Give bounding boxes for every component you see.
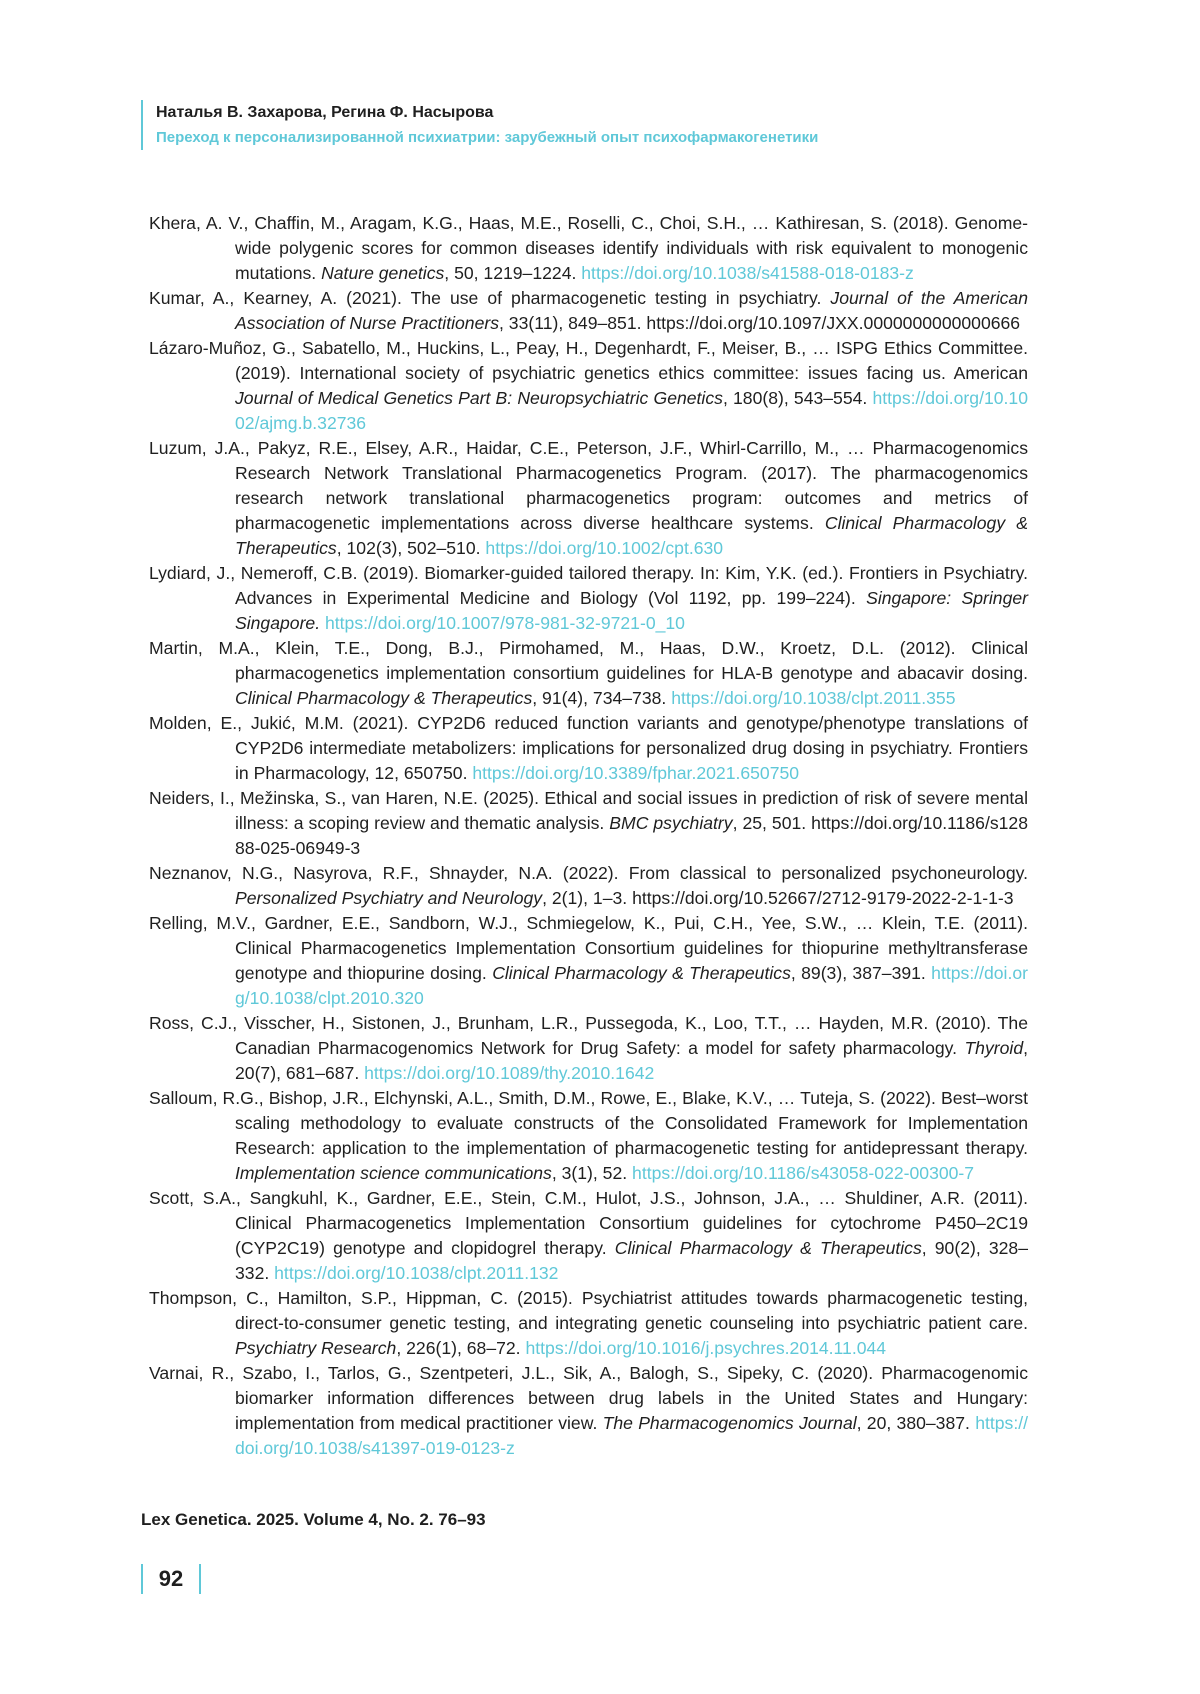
- header-authors: Наталья В. Захарова, Регина Ф. Насырова: [156, 104, 494, 121]
- reference-text: Neznanov, N.G., Nasyrova, R.F., Shnayder, N.A. (2022). From classical to personalized psychoneurology.: [149, 863, 1028, 883]
- reference-text: Luzum, J.A., Pakyz, R.E., Elsey, A.R., Haidar, C.E., Peterson, J.F., Whirl-Carrillo, M., … Pharmacogenomics Research Network Translational Pharmacogenetics Program. (2017). The pharmacogenomics research network translational pharmacogenetics program: outcomes and metrics of pharmacogenetic implementations across diverse healthcare systems.: [149, 438, 1028, 533]
- reference-entry: [149, 336, 1028, 436]
- reference-volume-pages: , 33(11), 849–851.: [499, 313, 647, 333]
- journal-citation: Lex Genetica. 2025. Volume 4, No. 2. 76–93: [141, 1510, 486, 1529]
- reference-journal: Clinical Pharmacology & Therapeutics: [492, 963, 791, 983]
- reference-volume-pages: , 50, 1219–1224.: [444, 263, 582, 283]
- reference-journal: Implementation science communications: [235, 1163, 552, 1183]
- reference-text: Salloum, R.G., Bishop, J.R., Elchynski, A.L., Smith, D.M., Rowe, E., Blake, K.V., … Tuteja, S. (2022). Best–worst scaling methodology to evaluate constructs of the Consolidated Framework for Implementation Research: application to the implementation of pharmacogenetic testing for antidepressant therapy.: [149, 1088, 1028, 1158]
- reference-entry: [149, 711, 1028, 786]
- reference-doi-link[interactable]: https://doi.org/10.1002/ajmg.b.32736: [235, 388, 1028, 433]
- reference-text: Kumar, A., Kearney, A. (2021). The use of pharmacogenetic testing in psychiatry.: [149, 288, 831, 308]
- reference-volume-pages: , 25, 501.: [732, 813, 812, 833]
- reference-text: Molden, E., Jukić, M.M. (2021). CYP2D6 reduced function variants and genotype/phenotype translations of CYP2D6 intermediate metabolizers: implications for personalized drug dosing in psychiatry. Frontiers in Pharmacology, 12, 650750.: [149, 713, 1028, 783]
- reference-journal: Psychiatry Research: [235, 1338, 397, 1358]
- page-number: 92: [141, 1564, 201, 1594]
- reference-entry: [149, 1286, 1028, 1361]
- reference-doi-link[interactable]: https://doi.org/10.3389/fphar.2021.650750: [472, 763, 800, 783]
- reference-journal: The Pharmacogenomics Journal: [602, 1413, 857, 1433]
- reference-journal: Thyroid: [964, 1038, 1024, 1058]
- reference-volume-pages: , 20, 380–387.: [856, 1413, 976, 1433]
- reference-text: Lydiard, J., Nemeroff, C.B. (2019). Biomarker-guided tailored therapy. In: Kim, Y.K. (ed.). Frontiers in Psychiatry. Advances in Experimental Medicine and Biology (Vol 1192, pp. 199–224).: [149, 563, 1028, 608]
- reference-volume-pages: , 2(1), 1–3.: [542, 888, 633, 908]
- reference-entry: [149, 636, 1028, 711]
- reference-entry: [149, 786, 1028, 861]
- reference-volume-pages: , 90(2), 328–332.: [235, 1238, 1029, 1283]
- reference-journal: Journal of the American Association of Nurse Practitioners: [235, 288, 1028, 333]
- reference-text: Relling, M.V., Gardner, E.E., Sandborn, W.J., Schmiegelow, K., Pui, C.H., Yee, S.W., … Klein, T.E. (2011). Clinical Pharmacogenetics Implementation Consortium guidelines for thiopurine methyltransferase genotype and thiopurine dosing.: [149, 913, 1028, 983]
- reference-volume-pages: , 89(3), 387–391.: [790, 963, 932, 983]
- reference-entry: [149, 1086, 1028, 1186]
- reference-volume-pages: , 20(7), 681–687.: [235, 1038, 1028, 1083]
- reference-entry: [149, 1361, 1028, 1461]
- reference-doi-link[interactable]: https://doi.org/10.1186/s43058-022-00300-7: [632, 1163, 975, 1183]
- reference-doi: https://doi.org/10.1097/JXX.0000000000000666: [646, 313, 1021, 333]
- reference-text: Martin, M.A., Klein, T.E., Dong, B.J., Pirmohamed, M., Haas, D.W., Kroetz, D.L. (2012). Clinical pharmacogenetics implementation consortium guidelines for HLA-B genotype and abacavir dosing.: [149, 638, 1028, 683]
- reference-volume-pages: , 226(1), 68–72.: [396, 1338, 526, 1358]
- reference-volume-pages: , 91(4), 734–738.: [532, 688, 672, 708]
- reference-text: Scott, S.A., Sangkuhl, K., Gardner, E.E., Stein, C.M., Hulot, J.S., Johnson, J.A., … Shuldiner, A.R. (2011). Clinical Pharmacogenetics Implementation Consortium guidelines for cytochrome P450–2C19 (CYP2C19) genotype and clopidogrel therapy.: [149, 1188, 1028, 1258]
- reference-journal: Clinical Pharmacology & Therapeutics: [235, 688, 533, 708]
- reference-doi: https://doi.org/10.52667/2712-9179-2022-2-1-1-3: [632, 888, 1014, 908]
- reference-entry: [149, 861, 1028, 911]
- reference-entry: [149, 211, 1028, 286]
- reference-journal: BMC psychiatry: [609, 813, 733, 833]
- reference-doi-link[interactable]: https://doi.org/10.1038/clpt.2011.355: [671, 688, 956, 708]
- header-article-title: Переход к персонализированной психиатрии: зарубежный опыт психофармакогенетики: [156, 129, 819, 146]
- reference-doi-link[interactable]: https://doi.org/10.1038/s41588-018-0183-z: [581, 263, 914, 283]
- reference-doi-link[interactable]: https://doi.org/10.1038/clpt.2010.320: [235, 963, 1028, 1008]
- reference-text: Ross, C.J., Visscher, H., Sistonen, J., Brunham, L.R., Pussegoda, K., Loo, T.T., … Hayden, M.R. (2010). The Canadian Pharmacogenomics Network for Drug Safety: a model for safety pharmacology.: [149, 1013, 1028, 1058]
- reference-volume-pages: , 102(3), 502–510.: [336, 538, 486, 558]
- reference-volume-pages: , 180(8), 543–554.: [722, 388, 873, 408]
- reference-doi: https://doi.org/10.1186/s12888-025-06949-3: [235, 813, 1028, 858]
- reference-doi-link[interactable]: https://doi.org/10.1002/cpt.630: [485, 538, 724, 558]
- reference-doi-link[interactable]: https://doi.org/10.1007/978-981-32-9721-0_10: [325, 613, 685, 633]
- reference-doi-link[interactable]: https://doi.org/10.1038/clpt.2011.132: [274, 1263, 559, 1283]
- reference-doi-link[interactable]: https://doi.org/10.1038/s41397-019-0123-z: [235, 1413, 1028, 1458]
- reference-journal: Clinical Pharmacology & Therapeutics: [235, 513, 1028, 558]
- reference-text: Thompson, C., Hamilton, S.P., Hippman, C. (2015). Psychiatrist attitudes towards pharmacogenetic testing, direct-to-consumer genetic testing, and integrating genetic counseling into psychiatric patient care.: [149, 1288, 1028, 1333]
- reference-journal: Personalized Psychiatry and Neurology: [235, 888, 543, 908]
- reference-text: Varnai, R., Szabo, I., Tarlos, G., Szentpeteri, J.L., Sik, A., Balogh, S., Sipeky, C. (2020). Pharmacogenomic biomarker information differences between drug labels in the United States and Hungary: implementation from medical practitioner view.: [149, 1363, 1028, 1433]
- reference-text: Lázaro-Muñoz, G., Sabatello, M., Huckins, L., Peay, H., Degenhardt, F., Meiser, B., … ISPG Ethics Committee. (2019). International society of psychiatric genetics ethics committee: issues facing us. American: [149, 338, 1028, 383]
- reference-entry: [149, 286, 1028, 336]
- reference-entry: [149, 561, 1028, 636]
- reference-text: Khera, A. V., Chaffin, M., Aragam, K.G., Haas, M.E., Roselli, C., Choi, S.H., … Kathiresan, S. (2018). Genome-wide polygenic scores for common diseases identify individuals with risk equivalent to monogenic mutations.: [149, 213, 1028, 283]
- reference-journal: Singapore: Springer Singapore.: [235, 588, 1029, 633]
- reference-list: [149, 211, 1028, 1461]
- reference-entry: [149, 1011, 1028, 1086]
- reference-entry: [149, 1186, 1028, 1286]
- reference-journal: Nature genetics: [321, 263, 445, 283]
- reference-doi-link[interactable]: https://doi.org/10.1016/j.psychres.2014.11.044: [525, 1338, 887, 1358]
- reference-entry: [149, 436, 1028, 561]
- reference-journal: Clinical Pharmacology & Therapeutics: [614, 1238, 922, 1258]
- reference-text: Neiders, I., Mežinska, S., van Haren, N.E. (2025). Ethical and social issues in prediction of risk of severe mental illness: a scoping review and thematic analysis.: [149, 788, 1028, 833]
- reference-journal: Journal of Medical Genetics Part B: Neuropsychiatric Genetics: [235, 388, 723, 408]
- reference-volume-pages: , 3(1), 52.: [551, 1163, 633, 1183]
- running-header: [141, 100, 1056, 150]
- reference-entry: [149, 911, 1028, 1011]
- reference-doi-link[interactable]: https://doi.org/10.1089/thy.2010.1642: [364, 1063, 655, 1083]
